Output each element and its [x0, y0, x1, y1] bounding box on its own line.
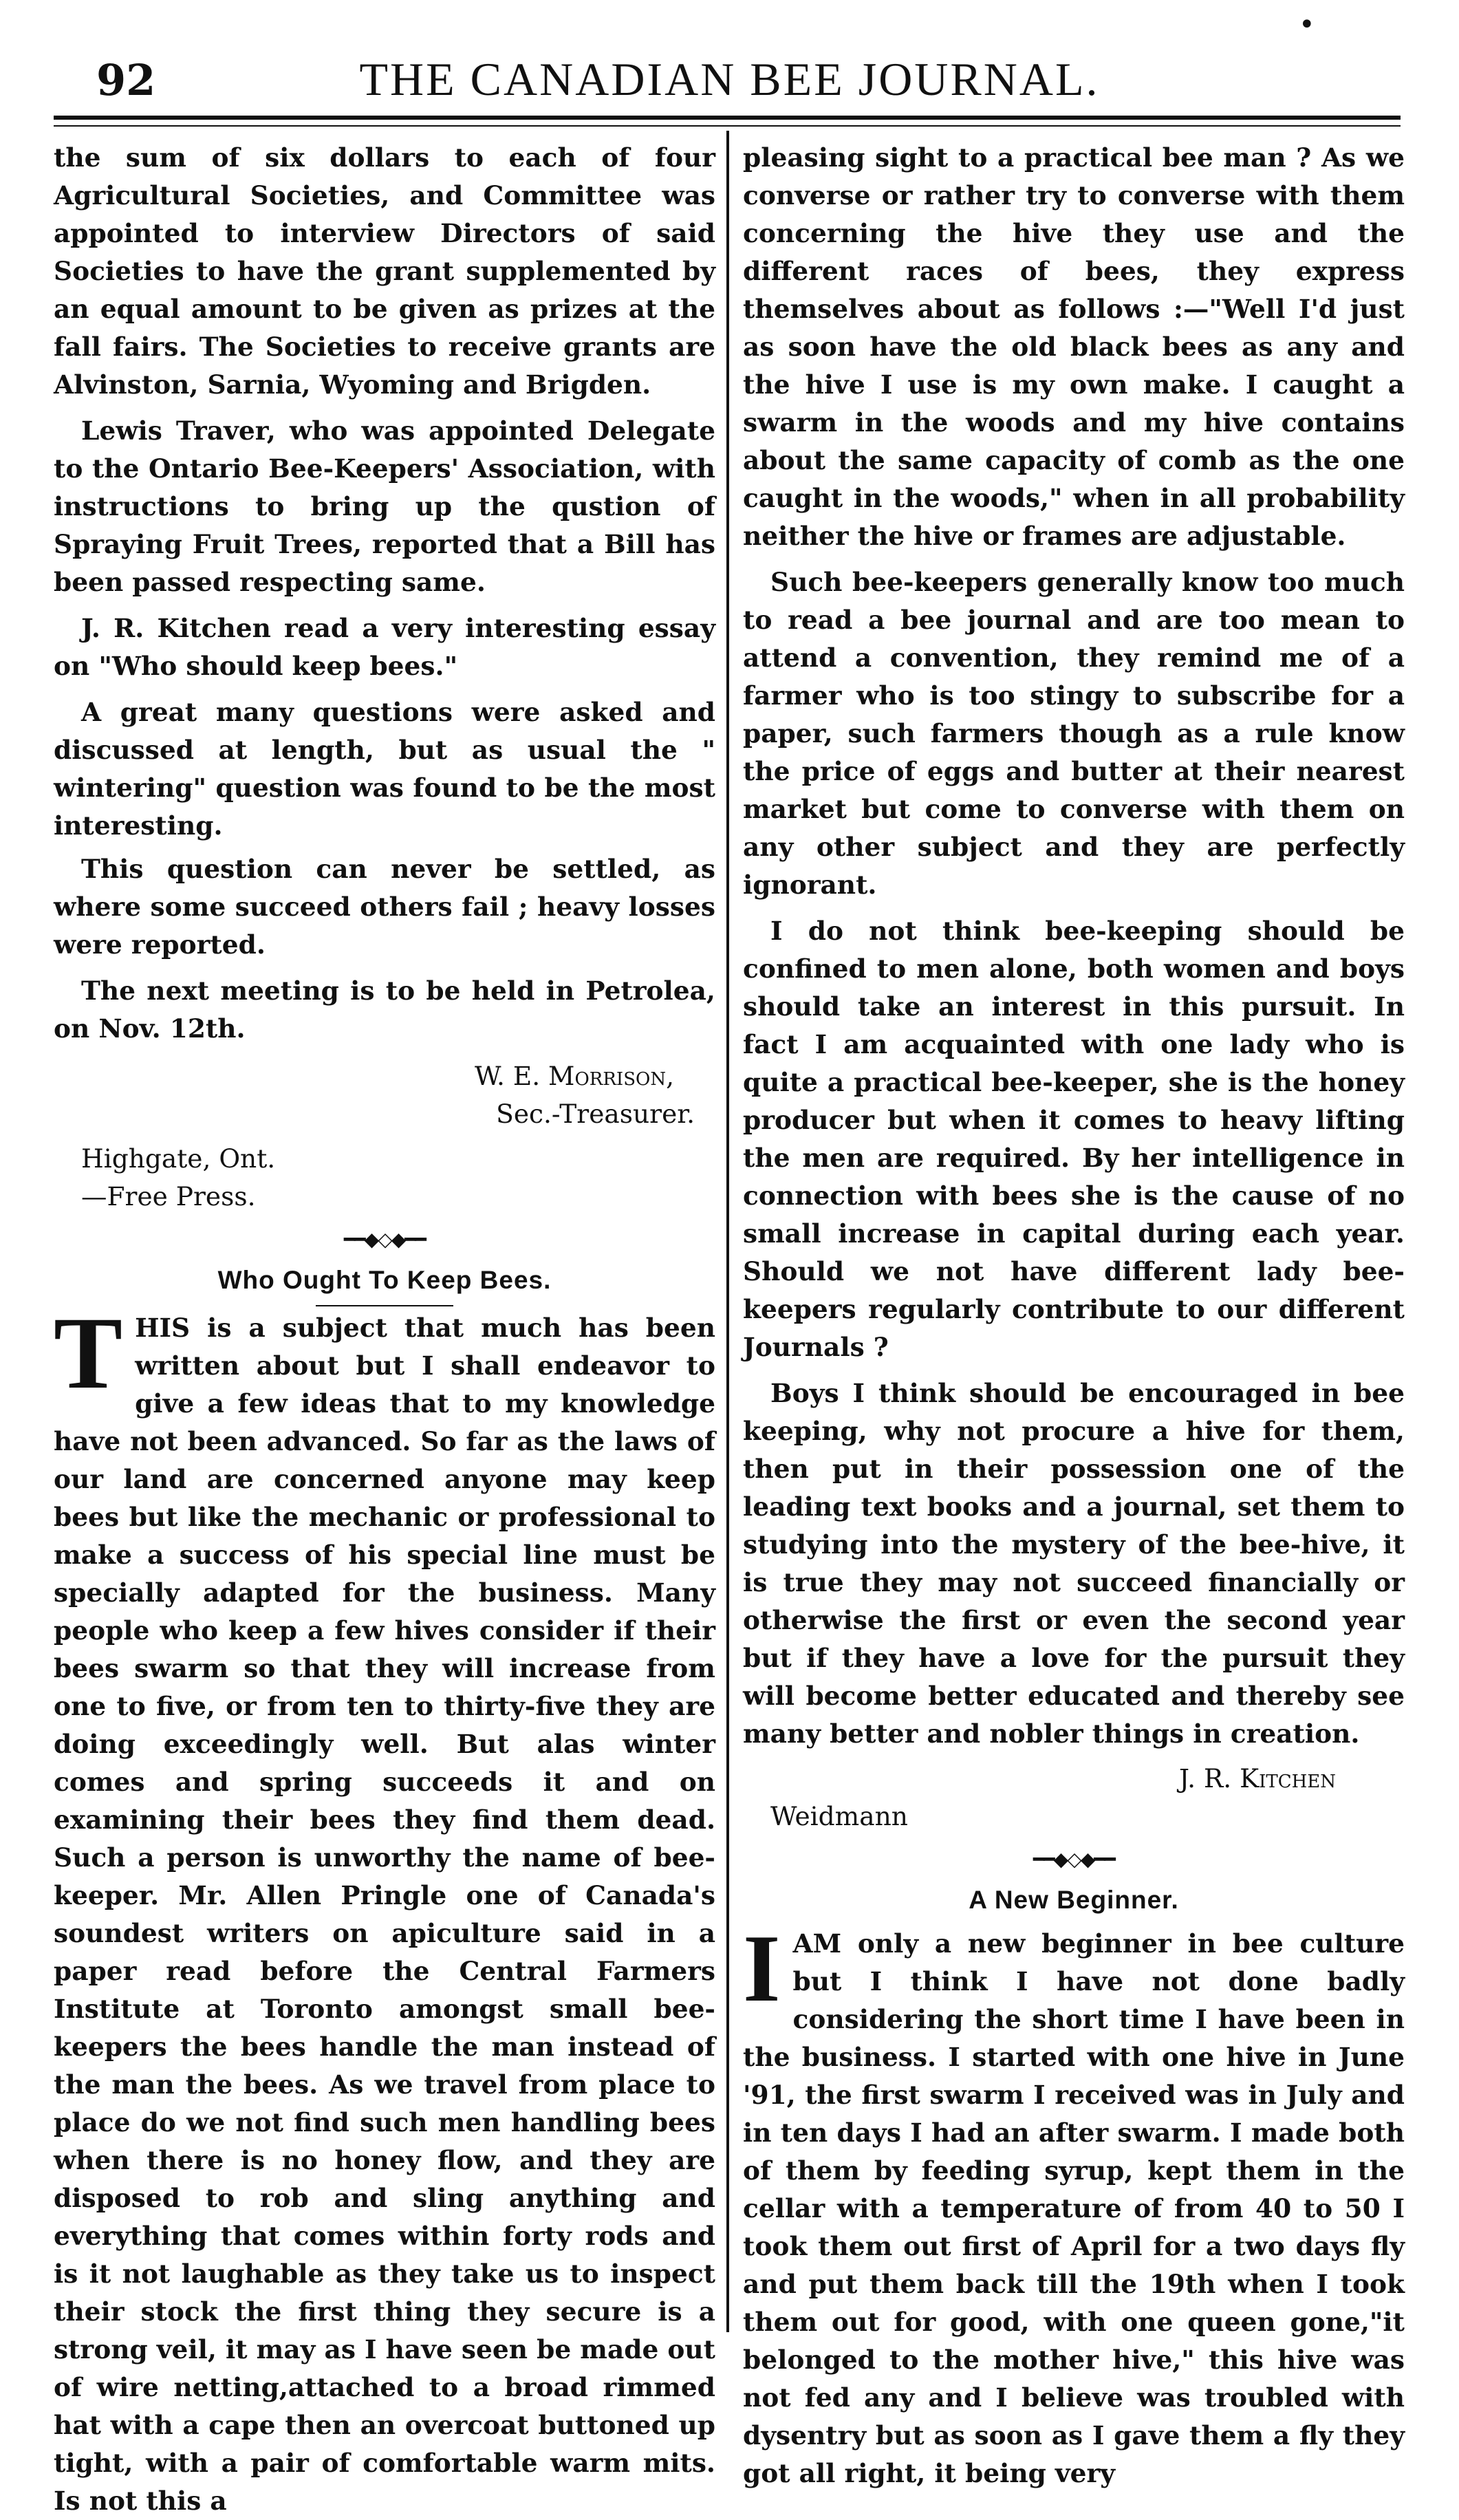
dateline-place: Highgate, Ont.: [81, 1143, 276, 1174]
paragraph: This question can never be settled, as where some succeed others fail ; heavy losses were reported.: [54, 854, 715, 960]
paragraph: Lewis Traver, who was appointed Delegate to the Ontario Bee-Keepers' Association, with instructions to bring up the qustion of Spraying Fruit Trees, reported that a Bill has been passed respecting same.: [54, 416, 715, 597]
drop-cap: T: [54, 1296, 123, 1410]
ink-dot: •: [1299, 9, 1315, 41]
title-underline: [316, 1305, 453, 1306]
header-rule-thin: [54, 125, 1401, 127]
paragraph: Such bee-keepers generally know too much to read a bee journal and are too mean to attend a convention, they remind me of a farmer who is too stingy to subscribe for a paper, such farmers though as a rule know the price of eggs and butter at their nearest market but come to converse with them on any other subject and they are perfectly ignorant.: [743, 567, 1405, 900]
dateline-place: Weidmann: [770, 1801, 908, 1831]
signature-name: J. R. Kitchen: [1179, 1763, 1336, 1794]
left-column: [54, 139, 715, 2520]
paragraph: the sum of six dollars to each of four Agricultural Societies, and Committee was appointed to interview Directors of said Societies to have the grant supplemented by an equal amount to be given as prizes at the fall fairs. The Societies to receive grants are Alvinston, Sarnia, Wyoming and Brigden.: [54, 142, 715, 400]
paragraph: pleasing sight to a practical bee man ? As we converse or rather try to converse with them concerning the hive they use and the different races of bees, they express themselves about as follows :—"Well I'd just as soon have the old black bees as any and the hive I use is my own make. I caught a swarm in the woods and my hive contains about the same capacity of comb as the one caught in the woods," when in all probability neither the hive or frames are adjustable.: [743, 142, 1405, 551]
paragraph: I do not think bee-keeping should be confined to men alone, both women and boys should take an interest in this pursuit. In fact I am acquainted with one lady who is quite a practical bee-keeper, she is the honey producer but when it comes to heavy lifting the men are required. By her intelligence in connection with bees she is the cause of no small increase in capital during each year. Should we not have different lady bee-keepers regularly contribute to our different Journals ?: [743, 916, 1405, 1362]
page-header: [0, 48, 1459, 110]
paragraph: A great many questions were asked and discussed at length, but as usual the " wintering" question was found to be the most interesting.: [54, 697, 715, 841]
right-column: [743, 139, 1405, 2492]
article-body: [743, 1915, 1405, 2492]
column-divider: [726, 131, 729, 2332]
drop-cap: I: [743, 1915, 781, 2022]
section-ornament: ━━◆◇◆━━: [1033, 1848, 1115, 1871]
article-title: A New Beginner.: [969, 1886, 1179, 1914]
article-title: Who Ought To Keep Bees.: [217, 1266, 552, 1294]
signature-title: Sec.-Treasurer.: [496, 1099, 695, 1129]
article-text: HIS is a subject that much has been written about but I shall endeavor to give a few ideas that to my knowledge have not been advanced. So far as the laws of our land are concerned anyone may keep bees but like the mechanic or professional to make a success of his special line must be specially adapted for the business. Many people who keep a few hives consider if their bees swarm so that they will increase from one to five, or from ten to thirty-five they are doing exceedingly well. But alas winter comes and spring succeeds it and on examining their bees they find them dead. Such a person is unworthy the name of bee-keeper. Mr. Allen Pringle one of Canada's soundest writers on apiculture said in a paper read before the Central Farmers Institute at Toronto amongst small bee-keepers the bees handle the man instead of the man the bees. As we travel from place to place do we not find such men handling bees when there is no honey flow, and they are disposed to rob and sling anything and everything that comes within forty rods and is it not laughable as they take us to inspect their stock the first thing they secure is a strong veil, it may as I have seen be made out of wire netting,attached to a broad rimmed hat with a cape then an overcoat buttoned up tight, with a pair of comfortable warm mits. Is not this a: [54, 1313, 715, 2516]
article-body: [54, 1296, 715, 2520]
paragraph: Boys I think should be encouraged in bee keeping, why not procure a hive for them, then put in their possession one of the leading text books and a journal, set them to studying into the mystery of the bee-hive, it is true they may not succeed financially or otherwise the first or even the second year but if they have a love for the pursuit they will become better educated and thereby see many better and nobler things in creation.: [743, 1378, 1405, 1749]
section-ornament: ━━◆◇◆━━: [343, 1228, 426, 1251]
header-rule: [54, 116, 1401, 120]
source-credit: —Free Press.: [81, 1181, 256, 1211]
paragraph: J. R. Kitchen read a very interesting essay on "Who should keep bees.": [54, 613, 715, 681]
page-number: 92: [96, 55, 156, 105]
paragraph: The next meeting is to be held in Petrolea, on Nov. 12th.: [54, 976, 715, 1044]
signature-name: W. E. Morrison,: [475, 1061, 674, 1091]
journal-title: THE CANADIAN BEE JOURNAL.: [359, 53, 1100, 105]
article-text: AM only a new beginner in bee culture but I think I have not done badly considering the short time I have been in the business. I started with one hive in June '91, the first swarm I received was in July and in ten days I had an after swarm. I made both of them by feeding syrup, kept them in the cellar with a temperature of from 40 to 50 I took them out first of April for a two days fly and put them back till the 19th when I took them out for good, with one queen gone,"it belonged to the mother hive," this hive was not fed any and I believe was troubled with dysentry but as soon as I gave them a fly they got all right, it being very: [743, 1928, 1405, 2488]
